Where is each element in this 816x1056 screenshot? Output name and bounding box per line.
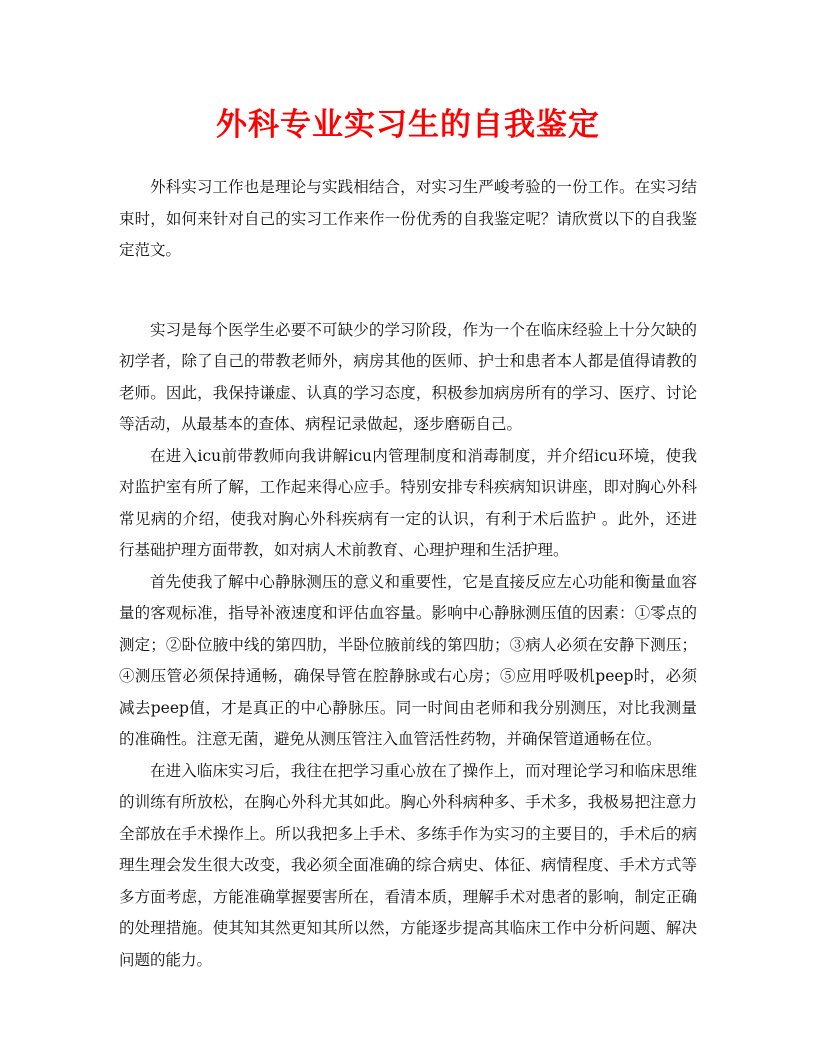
paragraph-spacer bbox=[119, 267, 697, 315]
body-paragraph-2: 在进入icu前带教师向我讲解icu内管理制度和消毒制度，并介绍icu环境，使我对监护室有所了解，工作起来得心应手。特别安排专科疾病知识讲座，即对胸心外科常见病的介绍，使我对胸心外科疾病有一定的认识，有利于术后监护 。此外，还进行基础护理方面带教，如对病人术前教育、心理护理和生活护理。 bbox=[119, 446, 697, 559]
body-paragraph-3: 首先使我了解中心静脉测压的意义和重要性，它是直接反应左心功能和衡量血容量的客观标准，指导补液速度和评估血容量。影响中心静脉测压值的因素：①零点的测定；②卧位腋中线的第四肋，半卧位腋前线的第四肋；③病人必须在安静下测压；④测压管必须保持通畅，确保导管在腔静脉或右心房；⑤应用呼吸机peep时，必须减去peep值，才是真正的中心静脉压。同一时间由老师和我分别测压，对比我测量的准确性。注意无菌，避免从测压管注入血管活性药物，并确保管道通畅在位。 bbox=[119, 572, 697, 748]
body-paragraph-4: 在进入临床实习后，我往在把学习重心放在了操作上，而对理论学习和临床思维的训练有所放松，在胸心外科尤其如此。胸心外科病种多、手术多，我极易把注意力全部放在手术操作上。所以我把多上手术、多练手作为实习的主要目的，手术后的病理生理会发生很大改变，我必须全面准确的综合病史、体征、病情程度、手术方式等多方面考虑，方能准确掌握要害所在，看清本质，理解手术对患者的影响，制定正确的处理措施。使其知其然更知其所以然，方能逐步提高其临床工作中分析问题、解决问题的能力。 bbox=[119, 761, 697, 969]
document-body bbox=[119, 172, 697, 976]
intro-paragraph: 外科实习工作也是理论与实践相结合，对实习生严峻考验的一份工作。在实习结束时，如何来针对自己的实习工作来作一份优秀的自我鉴定呢？请欣赏以下的自我鉴定范文。 bbox=[119, 178, 697, 259]
document-title: 外科专业实习生的自我鉴定 bbox=[216, 107, 600, 143]
body-paragraph-1: 实习是每个医学生必要不可缺少的学习阶段，作为一个在临床经验上十分欠缺的初学者，除了自己的带教老师外，病房其他的医师、护士和患者本人都是值得请教的老师。因此，我保持谦虚、认真的学习态度，积极参加病房所有的学习、医疗、讨论等活动，从最基本的查体、病程记录做起，逐步磨砺自己。 bbox=[119, 320, 697, 433]
